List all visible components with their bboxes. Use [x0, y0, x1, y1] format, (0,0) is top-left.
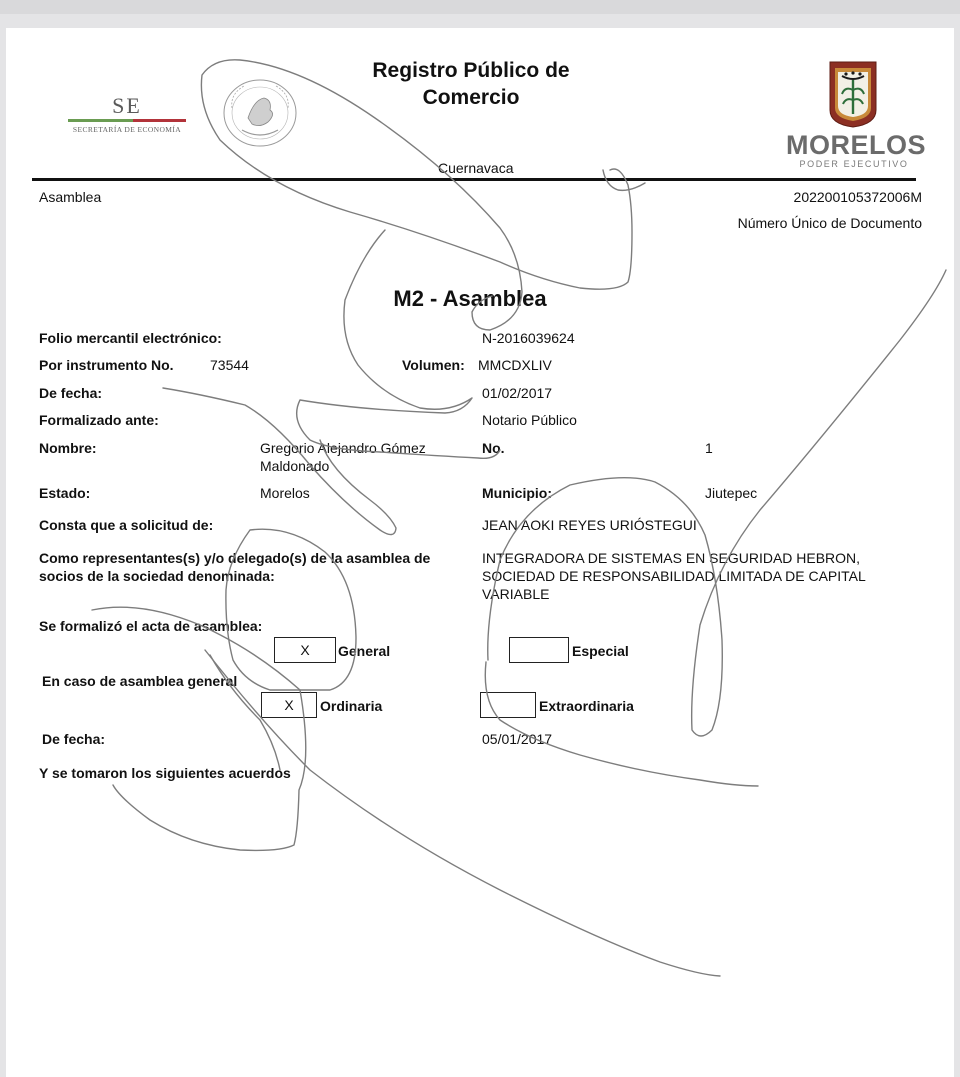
municipio-value: Jiutepec	[705, 485, 758, 501]
se-logo-caption: SECRETARÍA DE ECONOMÍA	[72, 125, 182, 134]
city-label: Cuernavaca	[438, 160, 514, 176]
nombre-value-line2: Maldonado	[260, 458, 330, 474]
general-label: General	[338, 643, 391, 659]
sociedad-line1: INTEGRADORA DE SISTEMAS EN SEGURIDAD HEBRON,	[482, 550, 861, 566]
fecha2-value: 05/01/2017	[482, 731, 553, 747]
acta-label: Se formalizó el acta de asamblea:	[39, 618, 263, 634]
header-rule	[32, 178, 916, 181]
nombre-label: Nombre:	[39, 440, 97, 456]
estado-value: Morelos	[260, 485, 310, 501]
instrumento-value: 73544	[210, 357, 249, 373]
mexico-seal-icon	[218, 78, 302, 148]
folio-value: N-2016039624	[482, 330, 575, 346]
se-logo-bar	[68, 119, 186, 122]
especial-checkbox	[509, 637, 569, 663]
caso-label: En caso de asamblea general	[42, 673, 238, 689]
representantes-label-line2: socios de la sociedad denominada:	[39, 568, 275, 584]
sociedad-line3: VARIABLE	[482, 586, 550, 602]
municipio-label: Municipio:	[482, 485, 552, 501]
acuerdos-label: Y se tomaron los siguientes acuerdos	[39, 765, 291, 781]
morelos-name: MORELOS	[786, 130, 927, 160]
formalizado-label: Formalizado ante:	[39, 412, 159, 428]
top-strip	[0, 0, 960, 14]
solicitud-value: JEAN AOKI REYES URIÓSTEGUI	[482, 517, 697, 533]
fecha2-label: De fecha:	[42, 731, 106, 747]
extraordinaria-label: Extraordinaria	[539, 698, 634, 714]
solicitud-label: Consta que a solicitud de:	[39, 517, 214, 533]
form-title: M2 - Asamblea	[393, 286, 547, 311]
se-logo-letters: SE	[112, 93, 142, 118]
instrumento-label: Por instrumento No.	[39, 357, 174, 373]
especial-label: Especial	[572, 643, 629, 659]
representantes-label-line1: Como representantes(s) y/o delegado(s) de la asamblea de	[39, 550, 431, 566]
nombre-value-line1: Gregorio Alejandro Gómez	[260, 440, 426, 456]
estado-label: Estado:	[39, 485, 91, 501]
fecha-label: De fecha:	[39, 385, 103, 401]
ordinaria-checkbox: X	[261, 692, 317, 718]
morelos-caption: PODER EJECUTIVO	[799, 159, 909, 169]
volumen-value: MMCDXLIV	[478, 357, 552, 373]
document-number-label: Número Único de Documento	[737, 215, 922, 231]
general-checkbox: X	[274, 637, 336, 663]
extraordinaria-checkbox	[480, 692, 536, 718]
no-label: No.	[482, 440, 505, 456]
se-logo	[64, 94, 190, 140]
morelos-shield-icon	[828, 60, 878, 128]
no-value: 1	[705, 440, 713, 456]
document-type-label: Asamblea	[39, 189, 102, 205]
formalizado-value: Notario Público	[482, 412, 577, 428]
page-title: Registro Público de Comercio	[372, 59, 570, 109]
folio-label: Folio mercantil electrónico:	[39, 330, 222, 346]
sociedad-line2: SOCIEDAD DE RESPONSABILIDAD LIMITADA DE CAPITAL	[482, 568, 866, 584]
volumen-label: Volumen:	[402, 357, 465, 373]
document-number: 202200105372006M	[793, 189, 922, 205]
fecha-value: 01/02/2017	[482, 385, 553, 401]
ordinaria-label: Ordinaria	[320, 698, 383, 714]
